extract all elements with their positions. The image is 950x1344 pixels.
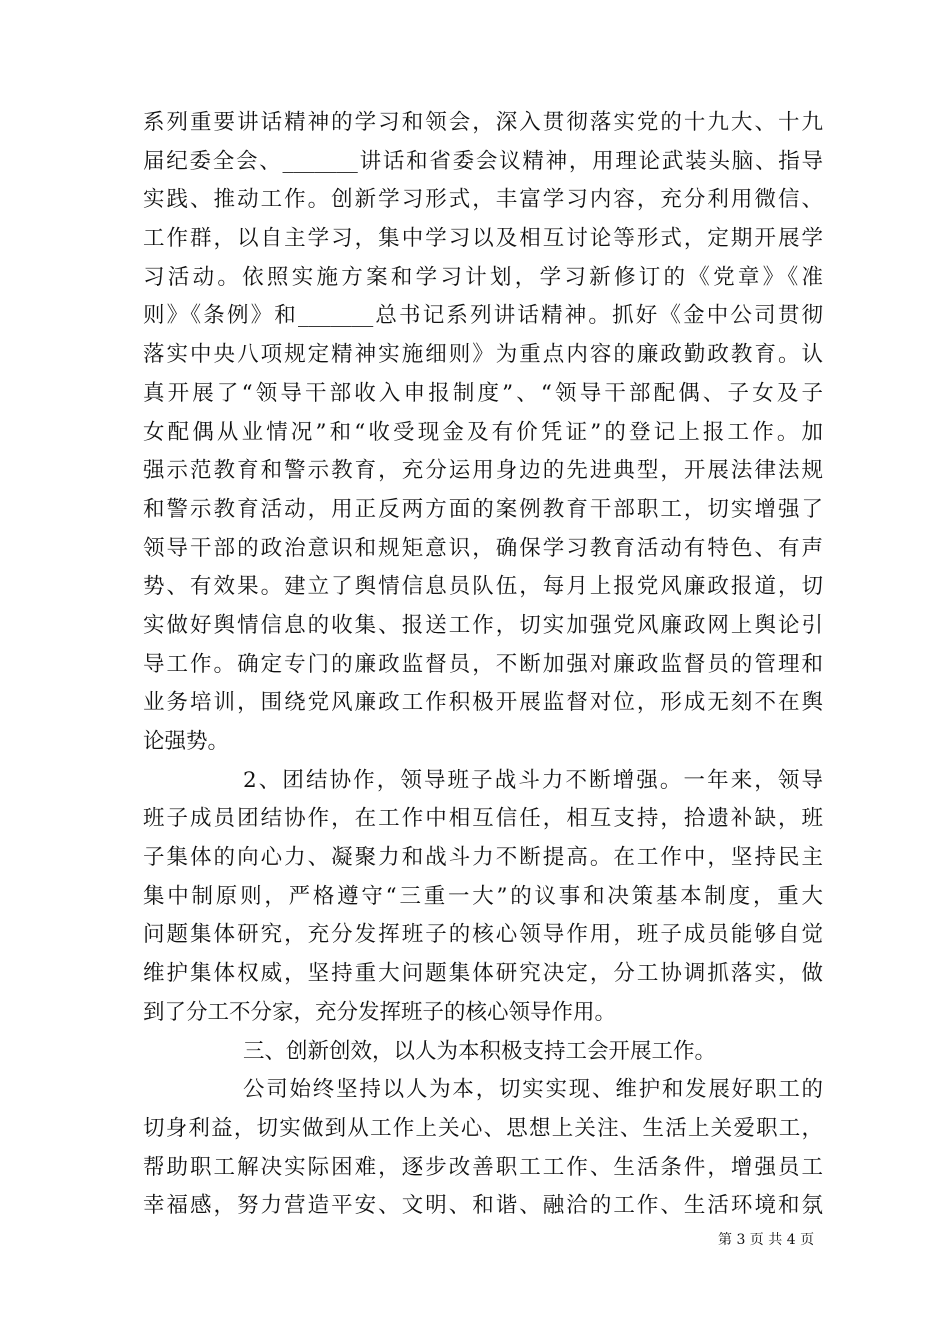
text-line: 势、有效果。建立了舆情信息员队伍，每月上报党风廉政报道，切 [143, 574, 823, 600]
text-line: 实践、推动工作。创新学习形式，丰富学习内容，充分利用微信、 [143, 187, 823, 213]
text-line: 则》《条例》和_______总书记系列讲话精神。抓好《金中公司贯彻 [143, 303, 823, 329]
text-line: 女配偶从业情况”和“收受现金及有价凭证”的登记上报工作。加 [143, 419, 823, 445]
text-line: 和警示教育活动，用正反两方面的案例教育干部职工，切实增强了 [143, 496, 823, 522]
text-line: 班子成员团结协作，在工作中相互信任，相互支持，拾遗补缺，班 [143, 806, 823, 832]
text-line: 问题集体研究，充分发挥班子的核心领导作用，班子成员能够自觉 [143, 922, 823, 948]
text-line: 到了分工不分家，充分发挥班子的核心领导作用。 [143, 999, 617, 1025]
text-line: 导工作。确定专门的廉政监督员，不断加强对廉政监督员的管理和 [143, 651, 823, 677]
text-line: 维护集体权威，坚持重大问题集体研究决定，分工协调抓落实，做 [143, 961, 823, 987]
body-text [143, 104, 823, 1226]
text-line: 真开展了“领导干部收入申报制度”、“领导干部配偶、子女及子 [143, 380, 823, 406]
text-line: 集中制原则，严格遵守“三重一大”的议事和决策基本制度，重大 [143, 883, 823, 909]
text-line: 帮助职工解决实际困难，逐步改善职工工作、生活条件，增强员工 [143, 1154, 823, 1180]
text-line: 切身利益，切实做到从工作上关心、思想上关注、生活上关爱职工， [143, 1115, 823, 1141]
text-line: 强示范教育和警示教育，充分运用身边的先进典型，开展法律法规 [143, 458, 823, 484]
text-line: 领导干部的政治意识和规矩意识，确保学习教育活动有特色、有声 [143, 535, 823, 561]
text-line: 习活动。依照实施方案和学习计划，学习新修订的《党章》《准 [143, 264, 823, 290]
text-line: 2、团结协作，领导班子战斗力不断增强。一年来，领导 [243, 767, 823, 793]
text-line: 公司始终坚持以人为本，切实实现、维护和发展好职工的 [243, 1077, 823, 1103]
text-line: 工作群，以自主学习，集中学习以及相互讨论等形式，定期开展学 [143, 226, 823, 252]
text-line: 系列重要讲话精神的学习和领会，深入贯彻落实党的十九大、十九 [143, 110, 823, 135]
text-line: 三、创新创效，以人为本积极支持工会开展工作。 [243, 1038, 717, 1064]
text-line: 幸福感，努力营造平安、文明、和谐、融洽的工作、生活环境和氛 [143, 1193, 823, 1219]
text-line: 届纪委全会、_______讲话和省委会议精神，用理论武装头脑、指导 [143, 148, 823, 174]
text-line: 论强势。 [143, 729, 230, 754]
text-line: 落实中央八项规定精神实施细则》为重点内容的廉政勤政教育。认 [143, 342, 823, 368]
text-line: 子集体的向心力、凝聚力和战斗力不断提高。在工作中，坚持民主 [143, 845, 823, 871]
page-number-footer: 第 3 页 共 4 页 [718, 1232, 815, 1248]
text-line: 实做好舆情信息的收集、报送工作，切实加强党风廉政网上舆论引 [143, 612, 823, 638]
text-line: 业务培训，围绕党风廉政工作积极开展监督对位，形成无刻不在舆 [143, 690, 823, 716]
